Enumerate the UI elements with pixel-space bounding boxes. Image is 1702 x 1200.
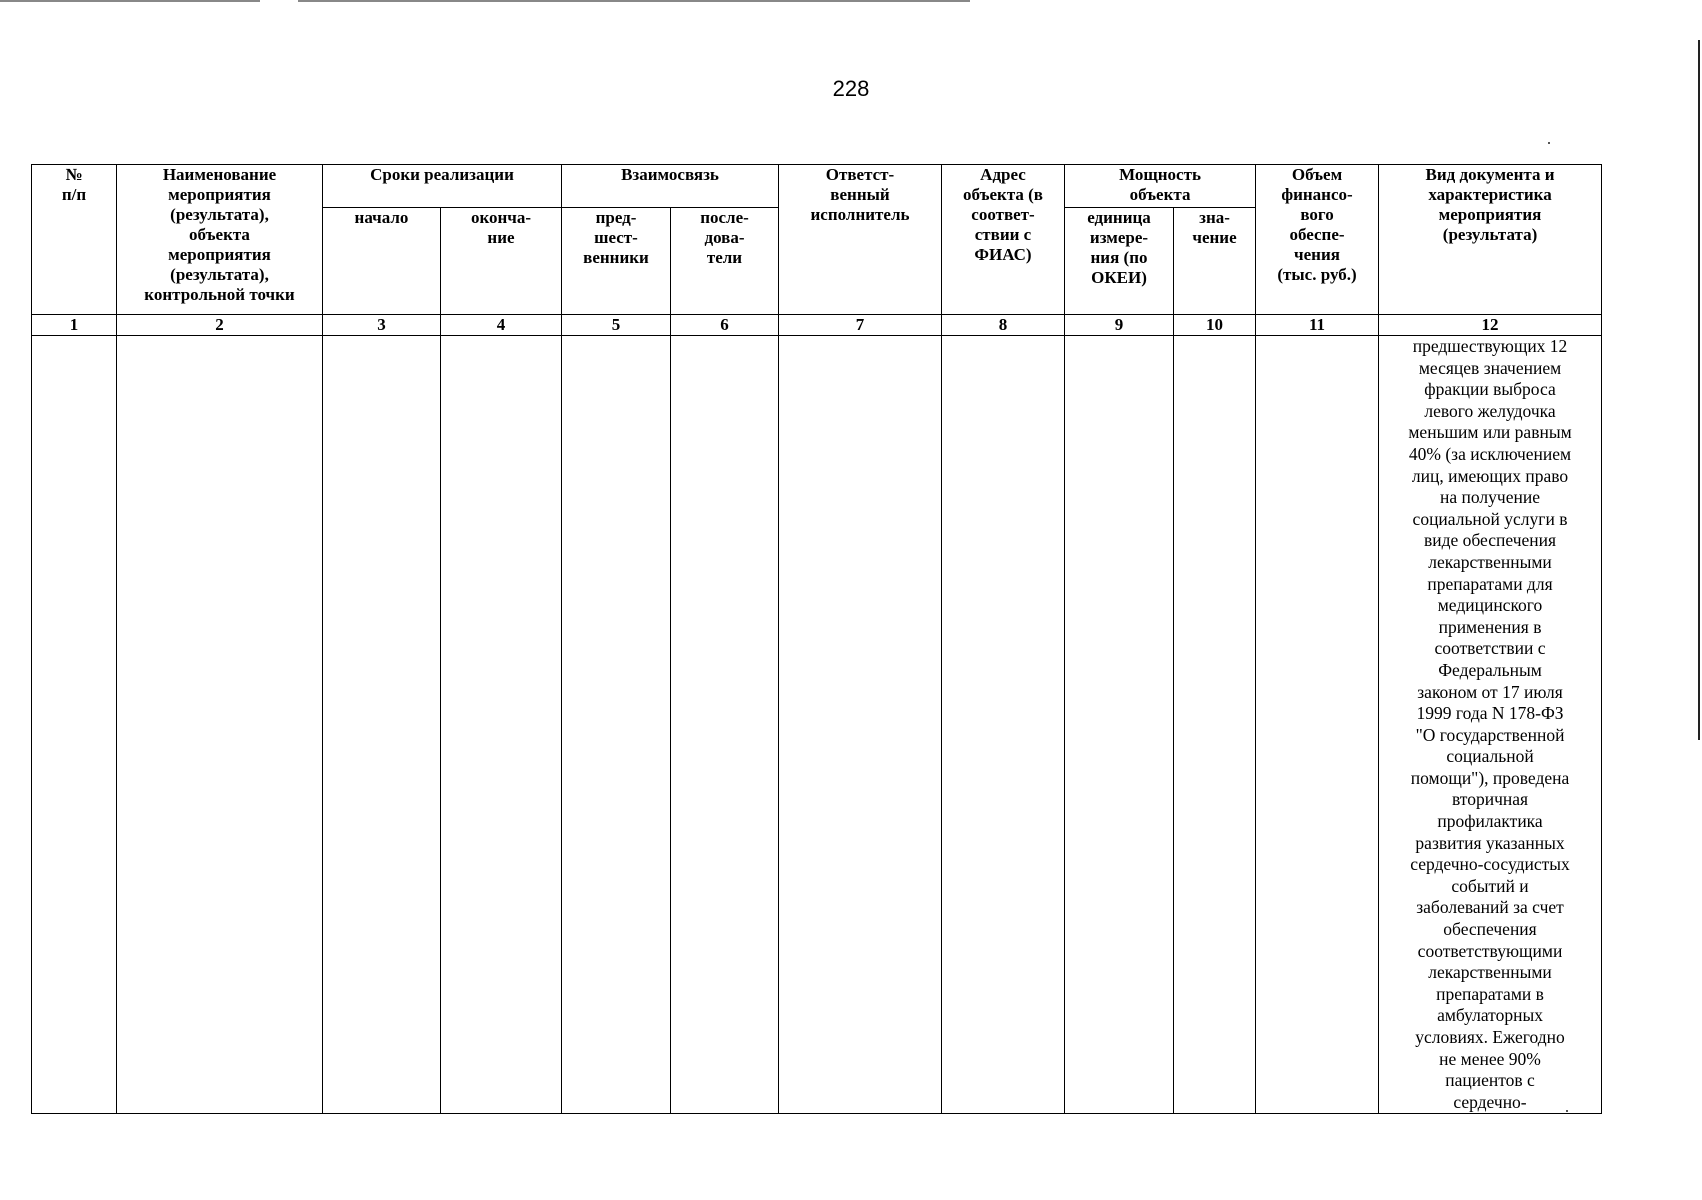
- description-line: помощи"), проведена: [1410, 767, 1570, 788]
- description-line: социальной услуги в: [1412, 508, 1568, 529]
- table-row: [32, 336, 1602, 1114]
- cell-start: [323, 336, 441, 1114]
- description-line: заболеваний за счет: [1416, 897, 1564, 918]
- description-line: социальной: [1446, 746, 1534, 767]
- column-number-row: [32, 315, 1602, 336]
- description-line: левого желудочка: [1424, 400, 1556, 421]
- header-predecessors: пред- шест- венники: [562, 208, 671, 315]
- column-number: 7: [779, 315, 942, 336]
- column-number: 2: [117, 315, 323, 336]
- description-line: сердечно-сосудистых: [1410, 854, 1570, 875]
- cell-end: [441, 336, 562, 1114]
- description-line: вторичная: [1451, 789, 1529, 810]
- cell-successors: [671, 336, 779, 1114]
- description-line: соответствии с: [1434, 638, 1546, 659]
- column-number: 1: [32, 315, 117, 336]
- description-line: соответствующими: [1417, 940, 1563, 961]
- cell-financing: [1256, 336, 1379, 1114]
- description-line: не менее 90%: [1439, 1048, 1541, 1069]
- scan-speck: [1548, 142, 1550, 144]
- description-line: препаратами в: [1436, 983, 1544, 1004]
- description-line: применения в: [1438, 616, 1542, 637]
- description-line: 1999 года N 178-ФЗ: [1416, 703, 1564, 724]
- description-text: [1381, 336, 1599, 1113]
- description-line: месяцев значением: [1418, 357, 1562, 378]
- description-line: виде обеспечения: [1423, 530, 1557, 551]
- description-line: сердечно-: [1453, 1091, 1527, 1112]
- column-number: 8: [942, 315, 1065, 336]
- column-number: 4: [441, 315, 562, 336]
- column-number: 12: [1379, 315, 1602, 336]
- cell-activity-name: [117, 336, 323, 1114]
- column-number: 9: [1065, 315, 1174, 336]
- description-line: предшествующих 12: [1412, 336, 1568, 356]
- cell-value: [1174, 336, 1256, 1114]
- description-line: амбулаторных: [1437, 1005, 1543, 1026]
- column-number: 6: [671, 315, 779, 336]
- description-line: медицинского: [1437, 595, 1543, 616]
- header-financing: Объем финансо- вого обеспе- чения (тыс. руб.): [1256, 165, 1379, 315]
- header-group-relation: Взаимосвязь: [562, 165, 779, 208]
- column-number: 3: [323, 315, 441, 336]
- scan-edge-line: [298, 0, 970, 2]
- description-line: лекарственными: [1428, 962, 1552, 983]
- cell-document-description: [1379, 336, 1602, 1114]
- scan-edge-line: [0, 0, 260, 2]
- header-document-type: Вид документа и характеристика мероприятия (результата): [1379, 165, 1602, 315]
- activity-table: [31, 164, 1602, 1114]
- description-line: препаратами для: [1427, 573, 1553, 594]
- description-line: "О государственной: [1415, 724, 1565, 745]
- description-line: обеспечения: [1443, 919, 1537, 940]
- cell-responsible: [779, 336, 942, 1114]
- description-line: условиях. Ежегодно: [1415, 1027, 1565, 1047]
- column-number: 5: [562, 315, 671, 336]
- header-row-number: № п/п: [32, 165, 117, 315]
- header-object-address: Адрес объекта (в соответ- ствии с ФИАС): [942, 165, 1065, 315]
- cell-object-address: [942, 336, 1065, 1114]
- cell-row-number: [32, 336, 117, 1114]
- header-group-timing: Сроки реализации: [323, 165, 562, 208]
- header-group-capacity: Мощность объекта: [1065, 165, 1256, 208]
- description-line: пациентов с: [1445, 1070, 1535, 1091]
- description-line: меньшим или равным: [1408, 422, 1572, 443]
- description-line: событий и: [1451, 875, 1529, 896]
- description-line: законом от 17 июля: [1417, 681, 1563, 702]
- description-line: лекарственными: [1428, 551, 1552, 572]
- description-line: Федеральным: [1438, 659, 1542, 680]
- header-unit: единица измере- ния (по ОКЕИ): [1065, 208, 1174, 315]
- header-successors: после- дова- тели: [671, 208, 779, 315]
- description-line: развития указанных: [1415, 832, 1565, 853]
- header-value: зна- чение: [1174, 208, 1256, 315]
- description-line: профилактика: [1437, 811, 1543, 832]
- description-line: фракции выброса: [1424, 379, 1556, 400]
- description-line: 40% (за исключением: [1408, 443, 1572, 464]
- header-activity-name: Наименование мероприятия (результата), объекта мероприятия (результата), контрольной точки: [117, 165, 323, 315]
- header-end: оконча- ние: [441, 208, 562, 315]
- page-number: 228: [832, 76, 870, 101]
- scan-edge-line-right: [1698, 40, 1700, 740]
- cell-unit: [1065, 336, 1174, 1114]
- description-line: лиц, имеющих право: [1411, 465, 1569, 486]
- column-number: 11: [1256, 315, 1379, 336]
- cell-predecessors: [562, 336, 671, 1114]
- header-start: начало: [323, 208, 441, 315]
- header-responsible: Ответст- венный исполнитель: [779, 165, 942, 315]
- description-line: на получение: [1440, 487, 1540, 508]
- column-number: 10: [1174, 315, 1256, 336]
